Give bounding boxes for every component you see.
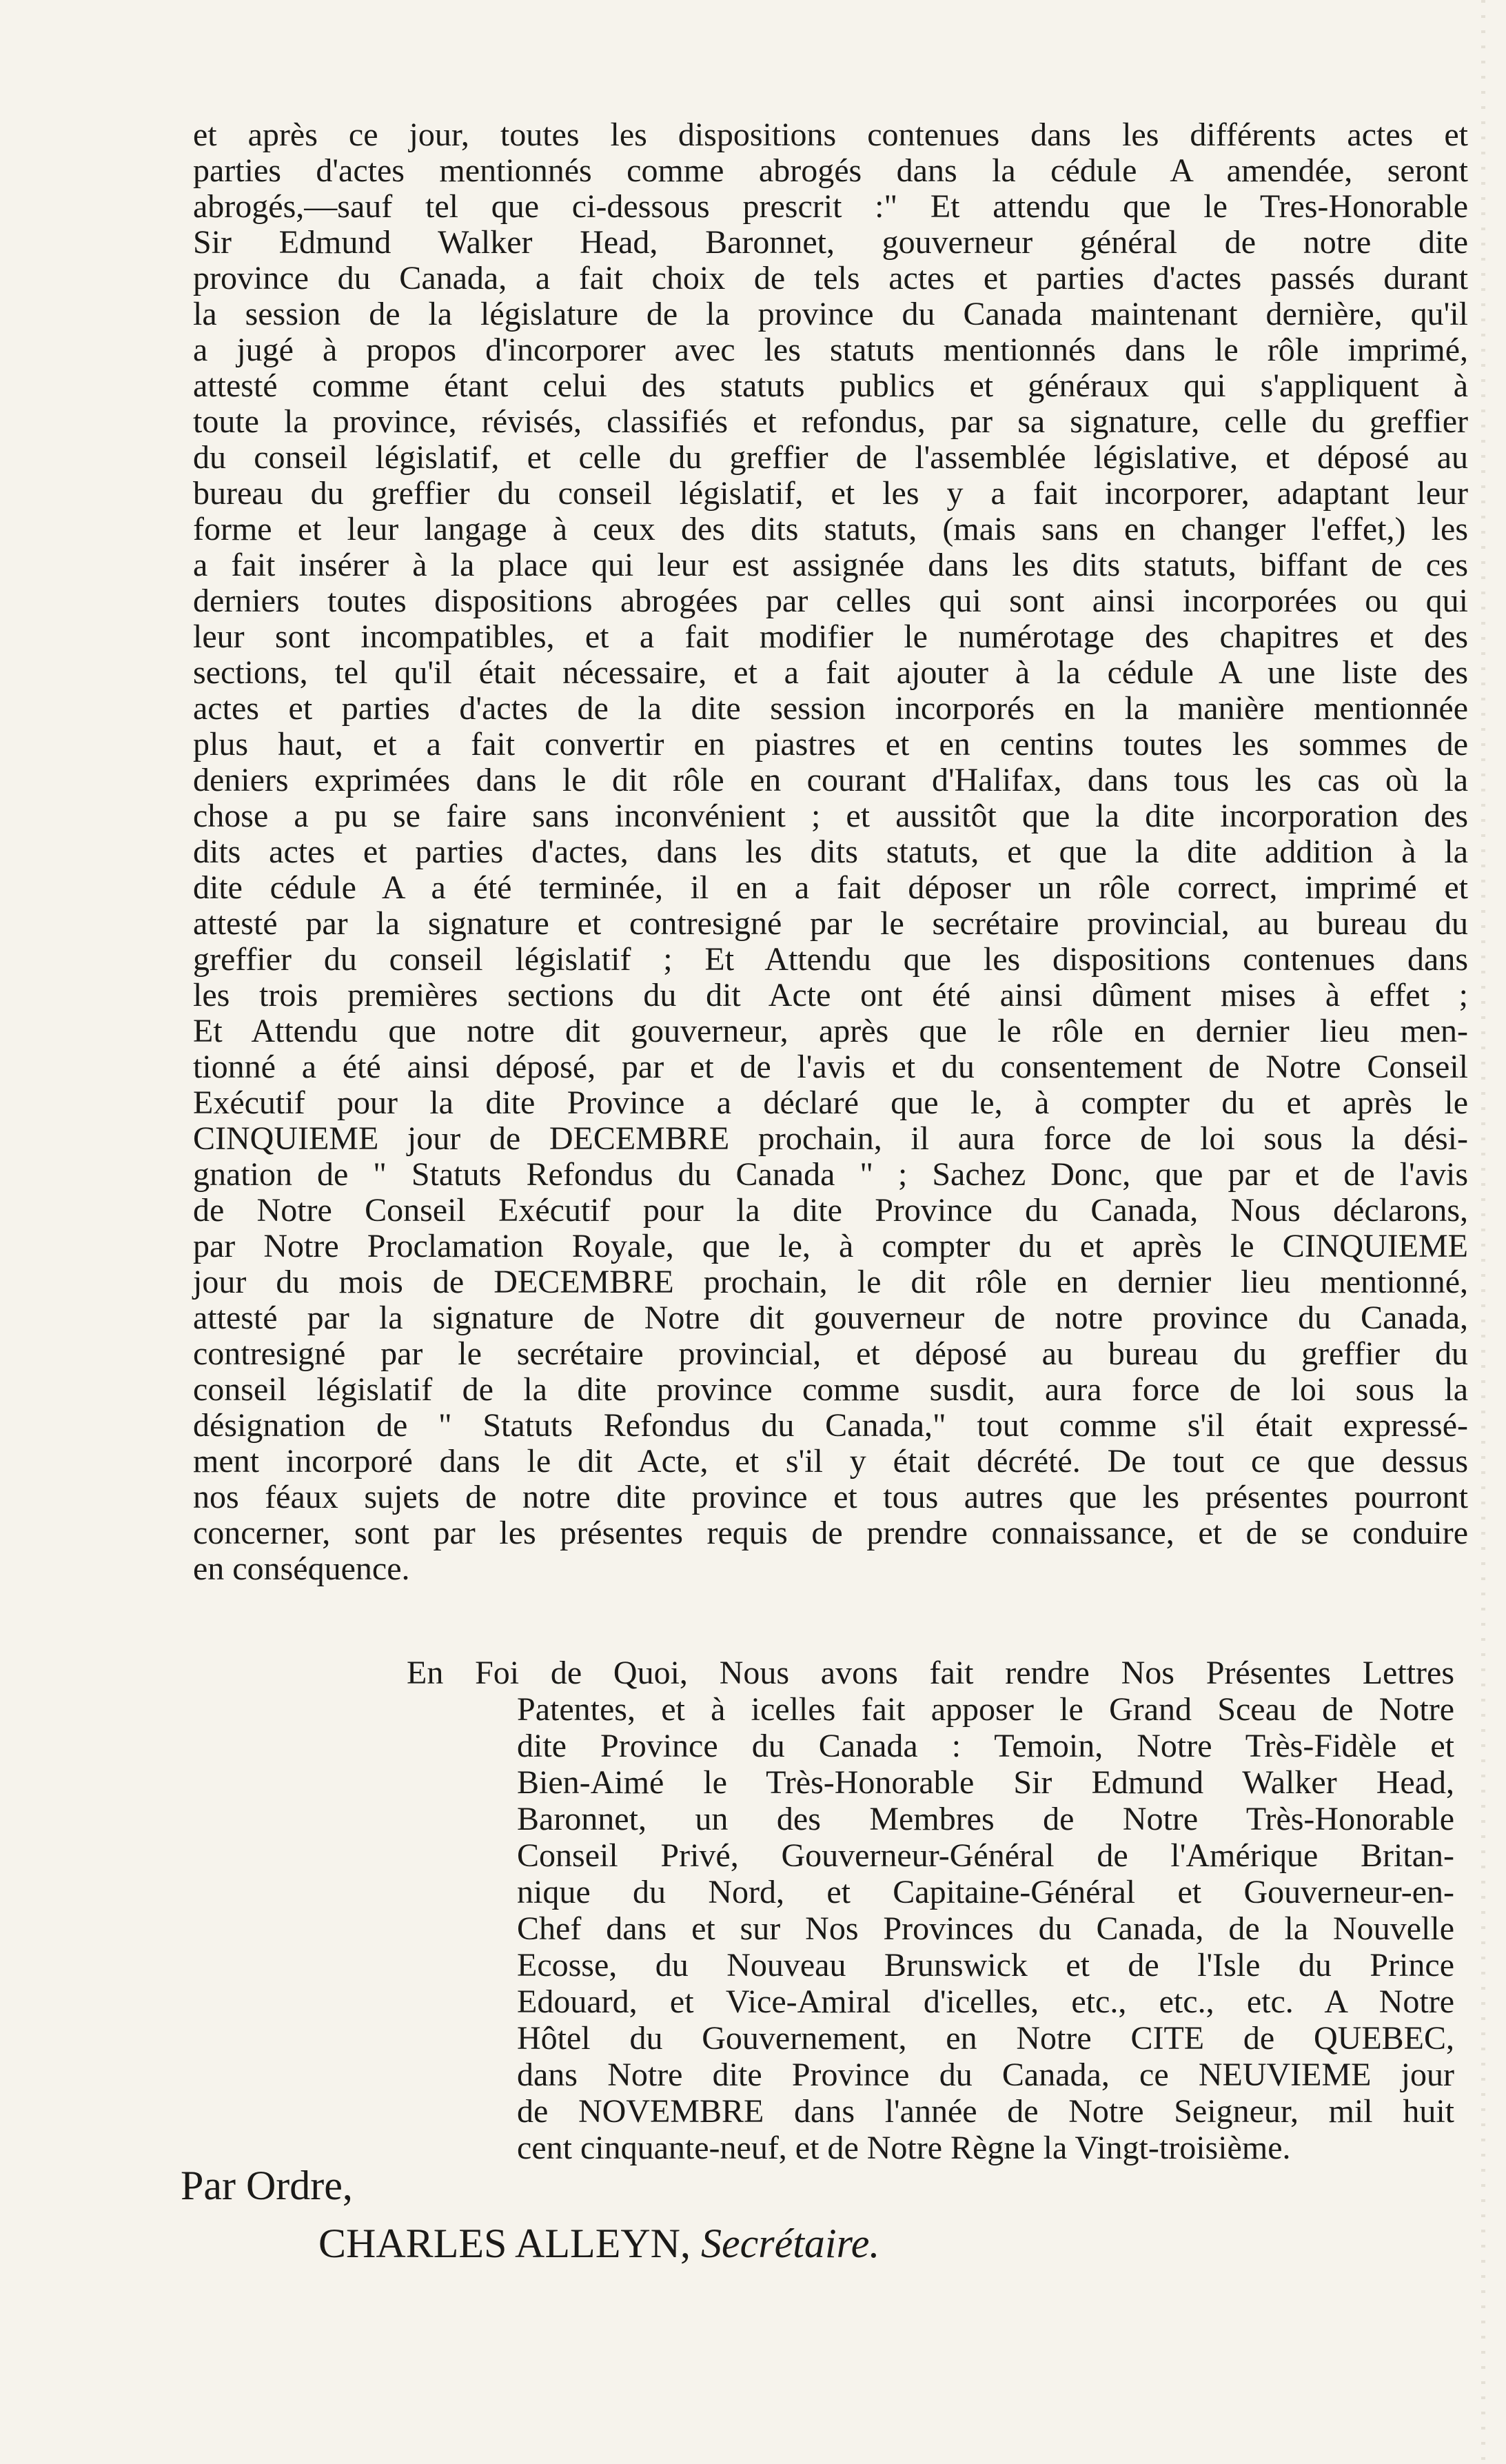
attestation-line: Chef dans et sur Nos Provinces du Canada, de la Nouvelle: [517, 1910, 1454, 1947]
body-line: Sir Edmund Walker Head, Baronnet, gouverneur général de notre dite: [193, 224, 1468, 261]
body-line: bureau du greffier du conseil législatif, et les y a fait incorporer, adaptant leur: [193, 475, 1468, 512]
body-line: jour du mois de DECEMBRE prochain, le dit rôle en dernier lieu mentionné,: [193, 1264, 1468, 1300]
attestation-line: nique du Nord, et Capitaine-Général et Gouverneur-en-: [517, 1874, 1454, 1910]
scan-edge-artifact: [1481, 0, 1485, 2464]
body-line: Exécutif pour la dite Province a déclaré que le, à compter du et après le: [193, 1084, 1468, 1121]
attestation-line: Hôtel du Gouvernement, en Notre CITE de QUEBEC,: [517, 2020, 1454, 2057]
body-line: dits actes et parties d'actes, dans les dits statuts, et que la dite addition à la: [193, 834, 1468, 870]
attestation-line: Patentes, et à icelles fait apposer le Grand Sceau de Notre: [517, 1691, 1454, 1728]
body-line: de Notre Conseil Exécutif pour la dite Province du Canada, Nous déclarons,: [193, 1192, 1468, 1229]
body-line: par Notre Proclamation Royale, que le, à compter du et après le CINQUIEME: [193, 1228, 1468, 1264]
body-line: greffier du conseil législatif ; Et Attendu que les dispositions contenues dans: [193, 941, 1468, 978]
body-line: nos féaux sujets de notre dite province et tous autres que les présentes pourront: [193, 1479, 1468, 1515]
body-line: forme et leur langage à ceux des dits statuts, (mais sans en changer l'effet,) les: [193, 511, 1468, 547]
body-line: plus haut, et a fait convertir en piastres et en centins toutes les sommes de: [193, 726, 1468, 763]
body-line: deniers exprimées dans le dit rôle en courant d'Halifax, dans tous les cas où la: [193, 762, 1468, 798]
signature-block: [181, 2161, 879, 2268]
attestation-clause: [407, 1655, 1454, 2166]
body-line: sections, tel qu'il était nécessaire, et a fait ajouter à la cédule A une liste des: [193, 654, 1468, 691]
body-line: en conséquence.: [193, 1551, 410, 1587]
body-line: et après ce jour, toutes les dispositions contenues dans les différents actes et: [193, 117, 1468, 153]
body-line: dite cédule A a été terminée, il en a fait déposer un rôle correct, imprimé et: [193, 869, 1468, 906]
body-line: désignation de " Statuts Refondus du Canada," tout comme s'il était expressé-: [193, 1407, 1468, 1444]
attestation-line: En Foi de Quoi, Nous avons fait rendre Nos Présentes Lettres: [407, 1655, 1454, 1691]
attestation-line: cent cinquante-neuf, et de Notre Règne la Vingt-troisième.: [517, 2130, 1291, 2166]
proclamation-body: [193, 117, 1468, 1587]
body-line: actes et parties d'actes de la dite session incorporés en la manière mentionnée: [193, 690, 1468, 727]
attestation-line: dite Province du Canada : Temoin, Notre Très-Fidèle et: [517, 1728, 1454, 1764]
body-line: a jugé à propos d'incorporer avec les statuts mentionnés dans le rôle imprimé,: [193, 332, 1468, 368]
attestation-line: Baronnet, un des Membres de Notre Très-Honorable: [517, 1801, 1454, 1837]
body-line: province du Canada, a fait choix de tels actes et parties d'actes passés durant: [193, 260, 1468, 296]
body-line: abrogés,—sauf tel que ci-dessous prescrit :" Et attendu que le Tres-Honorable: [193, 188, 1468, 225]
body-line: toute la province, révisés, classifiés et refondus, par sa signature, celle du greffier: [193, 403, 1468, 440]
body-line: ment incorporé dans le dit Acte, et s'il y était décrété. De tout ce que dessus: [193, 1443, 1468, 1480]
body-line: conseil législatif de la dite province comme susdit, aura force de loi sous la: [193, 1371, 1468, 1408]
body-line: gnation de " Statuts Refondus du Canada " ; Sachez Donc, que par et de l'avis: [193, 1156, 1468, 1193]
signer-title: Secrétaire.: [701, 2221, 880, 2266]
attestation-line: Edouard, et Vice-Amiral d'icelles, etc., etc., etc. A Notre: [517, 1983, 1454, 2020]
body-line: les trois premières sections du dit Acte ont été ainsi dûment mises à effet ;: [193, 977, 1468, 1013]
signer-name: CHARLES ALLEYN,: [318, 2221, 691, 2266]
attestation-line: Bien-Aimé le Très-Honorable Sir Edmund Walker Head,: [517, 1764, 1454, 1801]
body-line: parties d'actes mentionnés comme abrogés dans la cédule A amendée, seront: [193, 152, 1468, 189]
body-line: concerner, sont par les présentes requis de prendre connaissance, et de se conduire: [193, 1515, 1468, 1551]
by-order-label: Par Ordre,: [181, 2163, 353, 2208]
body-line: derniers toutes dispositions abrogées par celles qui sont ainsi incorporées ou qui: [193, 583, 1468, 619]
body-line: du conseil législatif, et celle du greffier de l'assemblée législative, et déposé au: [193, 439, 1468, 476]
attestation-line: Ecosse, du Nouveau Brunswick et de l'Isle du Prince: [517, 1947, 1454, 1983]
signer-line: [181, 2219, 879, 2268]
body-line: attesté par la signature de Notre dit gouverneur de notre province du Canada,: [193, 1300, 1468, 1336]
body-line: Et Attendu que notre dit gouverneur, après que le rôle en dernier lieu men-: [193, 1013, 1468, 1049]
body-line: contresigné par le secrétaire provincial, et déposé au bureau du greffier du: [193, 1335, 1468, 1372]
body-line: chose a pu se faire sans inconvénient ; et aussitôt que la dite incorporation des: [193, 798, 1468, 834]
body-line: tionné a été ainsi déposé, par et de l'avis et du consentement de Notre Conseil: [193, 1049, 1468, 1085]
body-line: attesté par la signature et contresigné par le secrétaire provincial, au bureau du: [193, 905, 1468, 942]
body-line: la session de la législature de la province du Canada maintenant dernière, qu'il: [193, 296, 1468, 332]
attestation-line: de NOVEMBRE dans l'année de Notre Seigneur, mil huit: [517, 2093, 1454, 2130]
body-line: CINQUIEME jour de DECEMBRE prochain, il aura force de loi sous la dési-: [193, 1120, 1468, 1157]
body-line: a fait insérer à la place qui leur est assignée dans les dits statuts, biffant de ces: [193, 547, 1468, 583]
attestation-line: Conseil Privé, Gouverneur-Général de l'Amérique Britan-: [517, 1837, 1454, 1874]
attestation-line: dans Notre dite Province du Canada, ce NEUVIEME jour: [517, 2057, 1454, 2093]
body-line: attesté comme étant celui des statuts publics et généraux qui s'appliquent à: [193, 367, 1468, 404]
body-line: leur sont incompatibles, et a fait modifier le numérotage des chapitres et des: [193, 618, 1468, 655]
